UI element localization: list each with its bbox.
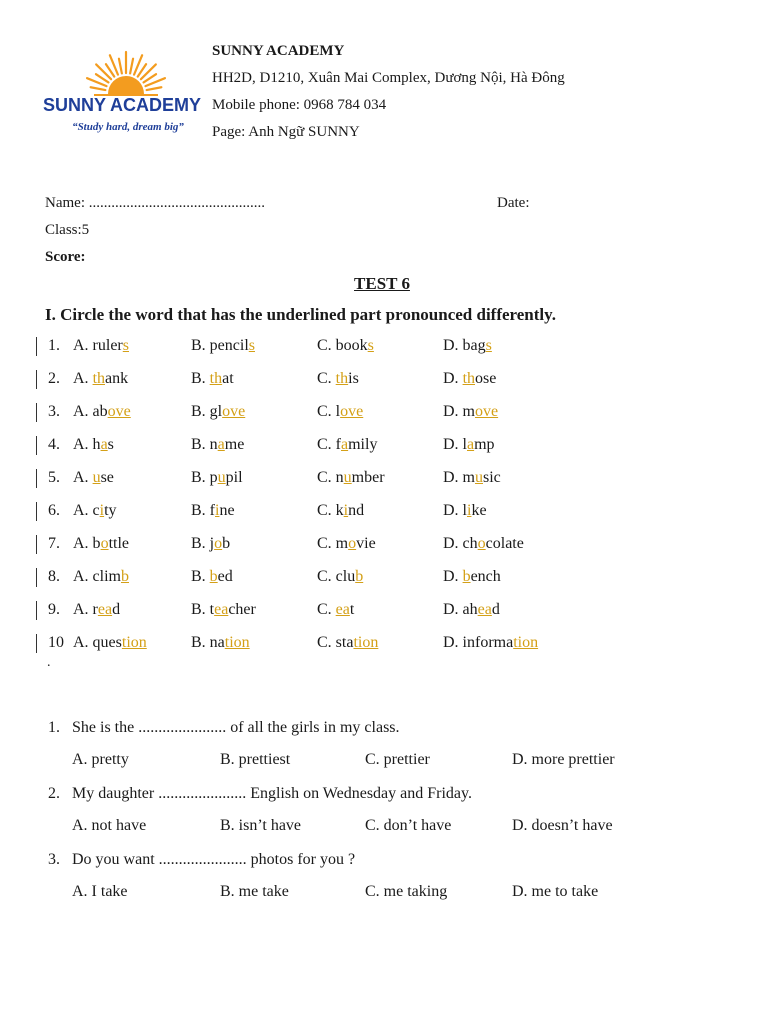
- answer-option[interactable]: [317, 534, 376, 554]
- option-text: se: [100, 469, 114, 486]
- option-text: me: [224, 436, 245, 453]
- margin-bar: [36, 502, 37, 521]
- options-row: [0, 750, 700, 770]
- option-text: D. bag: [443, 337, 486, 354]
- margin-bar: [36, 535, 37, 554]
- answer-option[interactable]: A. not have: [72, 817, 147, 834]
- underlined-part: u: [217, 469, 226, 486]
- class-label: Class:5: [45, 222, 90, 238]
- answer-option[interactable]: [191, 468, 243, 488]
- option-text: A. h: [73, 436, 101, 453]
- underlined-part: u: [343, 469, 352, 486]
- option-text: ed: [217, 568, 233, 585]
- option-text: sic: [483, 469, 501, 486]
- section1-heading: I. Circle the word that has the underlined part pronounced differently.: [45, 305, 556, 324]
- underlined-part: i: [467, 502, 472, 519]
- answer-option[interactable]: D. more prettier: [512, 751, 615, 768]
- option-text: D. m: [443, 403, 475, 420]
- option-text: d: [112, 601, 121, 618]
- underlined-part: o: [100, 535, 109, 552]
- answer-option[interactable]: [191, 633, 250, 653]
- underlined-part: i: [215, 502, 220, 519]
- answer-option[interactable]: [73, 435, 114, 455]
- option-text: mp: [474, 436, 495, 453]
- option-text: C. sta: [317, 634, 354, 651]
- underlined-part: o: [477, 535, 486, 552]
- underlined-part: th: [335, 370, 349, 387]
- answer-option[interactable]: [317, 501, 364, 521]
- option-text: C. m: [317, 535, 349, 552]
- answer-option[interactable]: [191, 567, 233, 587]
- question-number: 10: [48, 634, 64, 651]
- underlined-part: a: [341, 436, 349, 453]
- option-text: pil: [225, 469, 243, 486]
- option-text: D. l: [443, 502, 467, 519]
- margin-bar: [36, 634, 37, 653]
- option-text: D. l: [443, 436, 467, 453]
- option-text: cher: [228, 601, 256, 618]
- answer-option[interactable]: [73, 402, 131, 422]
- answer-option[interactable]: [191, 600, 256, 620]
- underlined-part: tion: [353, 634, 379, 651]
- margin-bar: [36, 601, 37, 620]
- answer-option[interactable]: [317, 600, 354, 620]
- question-number: 7.: [48, 535, 60, 552]
- answer-option[interactable]: [443, 534, 524, 554]
- underlined-part: i: [99, 502, 105, 519]
- answer-option[interactable]: C. prettier: [365, 751, 430, 768]
- question-number: 3.: [48, 403, 60, 420]
- option-text: b: [222, 535, 231, 552]
- answer-option[interactable]: C. don’t have: [365, 817, 452, 834]
- options-row: [0, 816, 700, 836]
- option-text: ank: [105, 370, 129, 387]
- question-number: 2.: [48, 370, 60, 387]
- option-text: A. c: [73, 502, 100, 519]
- answer-option[interactable]: [443, 369, 496, 389]
- question-text: Do you want ...................... photos for you ?: [72, 851, 356, 868]
- answer-option[interactable]: [317, 336, 374, 356]
- school-name: SUNNY ACADEMY: [212, 43, 345, 59]
- option-text: C. book: [317, 337, 368, 354]
- option-text: B. gl: [191, 403, 223, 420]
- option-text: ne: [219, 502, 235, 519]
- option-text: t: [349, 601, 355, 618]
- option-text: C.: [317, 601, 336, 618]
- date-field[interactable]: Date:: [497, 195, 530, 211]
- underlined-part: tion: [121, 634, 147, 651]
- question-number: 9.: [48, 601, 60, 618]
- option-text: C. k: [317, 502, 344, 519]
- option-text: B.: [191, 370, 210, 387]
- underlined-part: a: [100, 436, 108, 453]
- option-text: A. ab: [73, 403, 108, 420]
- option-text: ty: [104, 502, 117, 519]
- answer-option[interactable]: [317, 567, 363, 587]
- school-page: Page: Anh Ngữ SUNNY: [212, 124, 360, 140]
- underlined-part: s: [248, 337, 255, 354]
- answer-option[interactable]: [317, 468, 385, 488]
- option-text: ose: [475, 370, 497, 387]
- question-number: 4.: [48, 436, 60, 453]
- underlined-part: th: [209, 370, 223, 387]
- underlined-part: b: [121, 568, 129, 585]
- answer-option[interactable]: [73, 534, 129, 554]
- logo-slogan: “Study hard, dream big”: [72, 121, 184, 133]
- option-text: A. ques: [73, 634, 122, 651]
- option-text: C. l: [317, 403, 341, 420]
- answer-option[interactable]: [191, 336, 255, 356]
- option-text: B. n: [191, 436, 218, 453]
- question-number: 6.: [48, 502, 60, 519]
- underlined-part: i: [343, 502, 349, 519]
- option-text: A. r: [73, 601, 98, 618]
- underlined-part: a: [217, 436, 225, 453]
- option-text: B.: [191, 568, 210, 585]
- option-text: D.: [443, 370, 463, 387]
- answer-option[interactable]: [317, 633, 378, 653]
- option-text: nd: [348, 502, 365, 519]
- answer-option[interactable]: [191, 402, 245, 422]
- question-text: My daughter ...................... English on Wednesday and Friday.: [72, 785, 472, 802]
- answer-option[interactable]: [191, 435, 244, 455]
- answer-option[interactable]: B. isn’t have: [220, 817, 302, 834]
- academy-logo: [38, 40, 206, 140]
- option-text: is: [348, 370, 359, 387]
- question-text: She is the ...................... of all the girls in my class.: [72, 719, 400, 736]
- option-text: B. t: [191, 601, 215, 618]
- underlined-part: o: [348, 535, 357, 552]
- option-text: B. j: [191, 535, 215, 552]
- underlined-part: ove: [340, 403, 364, 420]
- option-text: C. f: [317, 436, 341, 453]
- answer-option[interactable]: [191, 501, 235, 521]
- answer-option[interactable]: [73, 369, 128, 389]
- question-number: 5.: [48, 469, 60, 486]
- option-text: D. ah: [443, 601, 478, 618]
- option-text: A.: [73, 370, 93, 387]
- question-number: 1.: [48, 337, 60, 354]
- answer-option[interactable]: A. pretty: [72, 751, 129, 768]
- option-text: ttle: [108, 535, 129, 552]
- margin-bar: [36, 469, 37, 488]
- margin-bar: [36, 403, 37, 422]
- answer-option[interactable]: [73, 468, 114, 488]
- margin-bar: [36, 337, 37, 356]
- option-text: D.: [443, 568, 463, 585]
- margin-bar: [36, 436, 37, 455]
- underlined-part: b: [209, 568, 218, 585]
- option-text: ench: [470, 568, 501, 585]
- underlined-part: ove: [107, 403, 131, 420]
- option-text: D. ch: [443, 535, 478, 552]
- answer-option[interactable]: [73, 567, 129, 587]
- option-text: C. clu: [317, 568, 356, 585]
- answer-option[interactable]: [443, 633, 538, 653]
- score-label: Score:: [45, 249, 86, 265]
- answer-option[interactable]: D. doesn’t have: [512, 817, 613, 834]
- question-number: 8.: [48, 568, 60, 585]
- answer-option[interactable]: [443, 336, 492, 356]
- answer-option[interactable]: [73, 336, 129, 356]
- sun-logo-icon: [38, 40, 206, 140]
- option-text: ke: [471, 502, 487, 519]
- answer-option[interactable]: [191, 534, 230, 554]
- option-text: A.: [73, 469, 93, 486]
- answer-option[interactable]: A. I take: [72, 883, 128, 900]
- test-title: TEST 6: [354, 274, 410, 293]
- option-text: D. informa: [443, 634, 514, 651]
- option-text: B. p: [191, 469, 218, 486]
- option-text: B. pencil: [191, 337, 249, 354]
- name-field[interactable]: Name: ...............................................: [45, 195, 265, 211]
- underlined-part: s: [485, 337, 492, 354]
- underlined-part: tion: [224, 634, 250, 651]
- school-phone: Mobile phone: 0968 784 034: [212, 97, 387, 113]
- option-text: C. n: [317, 469, 344, 486]
- underlined-part: b: [355, 568, 364, 585]
- underlined-part: th: [92, 370, 106, 387]
- trailing-dot: .: [47, 655, 51, 670]
- option-text: vie: [356, 535, 376, 552]
- answer-option[interactable]: C. me taking: [365, 883, 448, 900]
- underlined-part: ove: [222, 403, 246, 420]
- option-text: B. f: [191, 502, 215, 519]
- answer-option[interactable]: [443, 567, 501, 587]
- margin-bar: [36, 370, 37, 389]
- option-text: A. b: [73, 535, 101, 552]
- option-text: A. clim: [73, 568, 121, 585]
- option-text: D. m: [443, 469, 475, 486]
- answer-option[interactable]: [191, 369, 234, 389]
- underlined-part: ea: [335, 601, 350, 618]
- answer-option[interactable]: D. me to take: [512, 883, 599, 900]
- answer-option[interactable]: [443, 402, 498, 422]
- option-text: C.: [317, 370, 336, 387]
- question-number: 2.: [48, 785, 60, 802]
- underlined-part: th: [462, 370, 476, 387]
- underlined-part: o: [214, 535, 223, 552]
- underlined-part: ea: [97, 601, 113, 618]
- option-text: A. ruler: [73, 337, 123, 354]
- underlined-part: ea: [477, 601, 492, 618]
- underlined-part: ea: [214, 601, 229, 618]
- answer-option[interactable]: [443, 435, 495, 455]
- option-text: colate: [485, 535, 524, 552]
- option-text: B. na: [191, 634, 225, 651]
- underlined-part: s: [367, 337, 374, 354]
- answer-option[interactable]: [443, 468, 501, 488]
- option-text: d: [491, 601, 500, 618]
- underlined-part: tion: [513, 634, 539, 651]
- margin-bar: [36, 568, 37, 587]
- options-row: [0, 882, 700, 902]
- answer-option[interactable]: B. prettiest: [220, 751, 291, 768]
- answer-option[interactable]: B. me take: [220, 883, 289, 900]
- underlined-part: ove: [475, 403, 499, 420]
- option-text: mily: [348, 436, 378, 453]
- question-number: 3.: [48, 851, 60, 868]
- underlined-part: u: [475, 469, 483, 486]
- answer-option[interactable]: [73, 600, 120, 620]
- answer-option[interactable]: [73, 633, 147, 653]
- underlined-part: a: [467, 436, 475, 453]
- answer-option[interactable]: [443, 600, 500, 620]
- underlined-part: s: [122, 337, 129, 354]
- answer-option[interactable]: [317, 435, 377, 455]
- answer-option[interactable]: [317, 402, 363, 422]
- answer-option[interactable]: [73, 501, 117, 521]
- question-number: 1.: [48, 719, 60, 736]
- answer-option[interactable]: [443, 501, 487, 521]
- option-text: mber: [351, 469, 385, 486]
- school-address: HH2D, D1210, Xuân Mai Complex, Dương Nội, Hà Đông: [212, 70, 565, 86]
- option-text: s: [107, 436, 114, 453]
- logo-text: SUNNY ACADEMY: [42, 95, 202, 115]
- underlined-part: b: [462, 568, 471, 585]
- underlined-part: u: [92, 469, 101, 486]
- answer-option[interactable]: [317, 369, 359, 389]
- option-text: at: [222, 370, 234, 387]
